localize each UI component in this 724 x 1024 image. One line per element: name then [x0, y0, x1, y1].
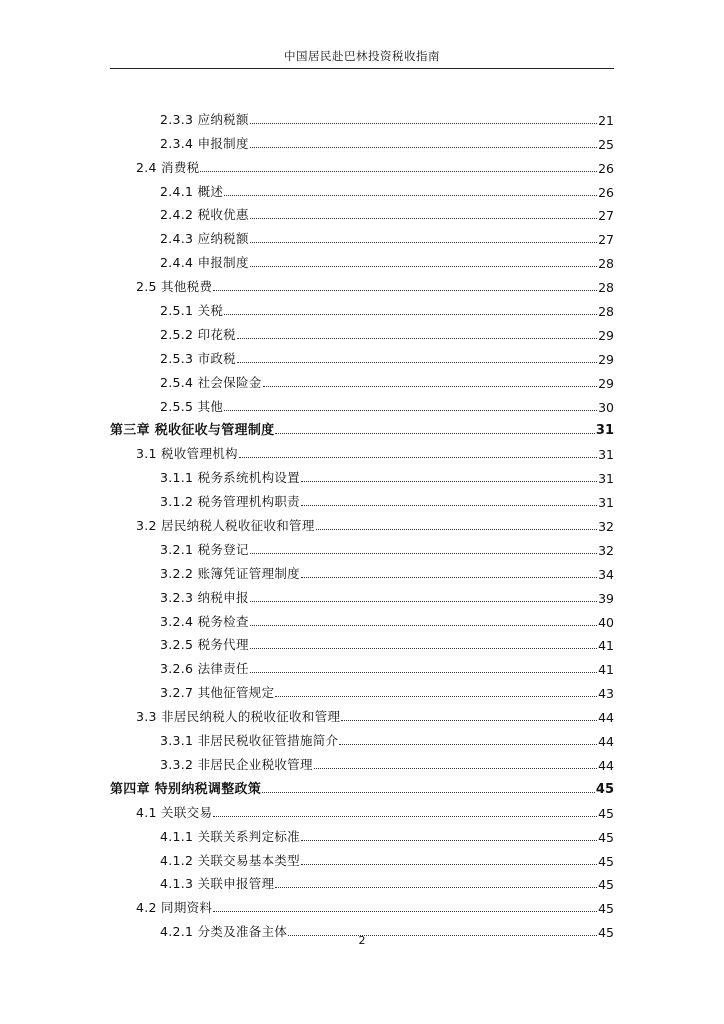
dot-leader: [250, 553, 597, 554]
toc-entry-page-number: 32: [598, 542, 614, 558]
dot-leader: [250, 266, 597, 267]
toc-entry[interactable]: [110, 749, 614, 773]
toc-entry-title: 4.2 同期资料: [136, 900, 213, 916]
toc-entry-title: 3.2 居民纳税人税收征收和管理: [136, 518, 315, 534]
toc-entry-title: 3.2.1 税务登记: [160, 541, 249, 557]
toc-entry[interactable]: [110, 510, 614, 534]
toc-entry[interactable]: [110, 773, 614, 797]
toc-entry[interactable]: [110, 343, 614, 367]
toc-entry-title: 2.5.1 关税: [160, 303, 224, 319]
dot-leader: [213, 816, 597, 817]
toc-entry-page-number: 45: [598, 901, 614, 917]
dot-leader: [339, 744, 597, 745]
toc-entry-title: 2.4 消费税: [136, 159, 200, 175]
toc-entry[interactable]: [110, 630, 614, 654]
dot-leader: [275, 887, 597, 888]
toc-entry[interactable]: [110, 104, 614, 128]
dot-leader: [301, 577, 597, 578]
toc-entry-title: 4.1.2 关联交易基本类型: [160, 852, 300, 868]
toc-entry-page-number: 31: [595, 423, 614, 439]
dot-leader: [213, 911, 597, 912]
toc-entry-page-number: 26: [598, 184, 614, 200]
dot-leader: [237, 338, 597, 339]
dot-leader: [250, 242, 597, 243]
toc-entry[interactable]: [110, 534, 614, 558]
toc-entry-page-number: 43: [598, 686, 614, 702]
toc-entry-title: 3.1 税收管理机构: [136, 446, 238, 462]
toc-entry-title: 3.2.3 纳税申报: [160, 589, 249, 605]
dot-leader: [250, 648, 597, 649]
toc-entry-title: 2.4.3 应纳税额: [160, 231, 249, 247]
toc-entry[interactable]: [110, 797, 614, 821]
toc-entry-title: 3.2.6 法律责任: [160, 661, 249, 677]
dot-leader: [250, 625, 597, 626]
toc-entry-title: 3.1.2 税务管理机构职责: [160, 494, 300, 510]
toc-entry-page-number: 29: [598, 375, 614, 391]
toc-entry-page-number: 44: [598, 757, 614, 773]
toc-entry[interactable]: [110, 319, 614, 343]
toc-entry-page-number: 34: [598, 566, 614, 582]
dot-leader: [316, 529, 597, 530]
toc-entry[interactable]: [110, 200, 614, 224]
toc-entry-title: 4.1.1 关联关系判定标准: [160, 828, 300, 844]
toc-entry-page-number: 31: [598, 495, 614, 511]
toc-entry[interactable]: [110, 582, 614, 606]
dot-leader: [301, 864, 597, 865]
toc-entry[interactable]: [110, 271, 614, 295]
dot-leader: [341, 720, 597, 721]
toc-entry-title: 2.3.3 应纳税额: [160, 111, 249, 127]
toc-entry[interactable]: [110, 558, 614, 582]
dot-leader: [250, 601, 597, 602]
toc-entry-title: 2.4.4 申报制度: [160, 255, 249, 271]
dot-leader: [301, 840, 597, 841]
toc-entry[interactable]: [110, 247, 614, 271]
toc-entry-page-number: 27: [598, 208, 614, 224]
toc-entry-title: 3.2.5 税务代理: [160, 637, 249, 653]
dot-leader: [239, 457, 597, 458]
toc-entry-title: 2.5 其他税费: [136, 279, 213, 295]
dot-leader: [224, 195, 597, 196]
toc-entry-page-number: 44: [598, 734, 614, 750]
toc-entry[interactable]: [110, 367, 614, 391]
toc-entry-title: 3.3.1 非居民税收征管措施简介: [160, 733, 339, 749]
toc-entry-title: 2.5.3 市政税: [160, 350, 236, 366]
toc-entry-page-number: 26: [598, 160, 614, 176]
toc-entry-title: 3.2.7 其他征管规定: [160, 685, 275, 701]
dot-leader: [213, 290, 597, 291]
toc-entry-page-number: 21: [598, 112, 614, 128]
toc-entry-title: 4.1 关联交易: [136, 804, 213, 820]
toc-entry-page-number: 30: [598, 399, 614, 415]
toc-entry[interactable]: [110, 152, 614, 176]
toc-entry[interactable]: [110, 438, 614, 462]
toc-entry[interactable]: [110, 415, 614, 439]
toc-entry[interactable]: [110, 869, 614, 893]
toc-entry-page-number: 25: [598, 136, 614, 152]
toc-entry[interactable]: [110, 677, 614, 701]
toc-entry-title: 3.2.2 账簿凭证管理制度: [160, 565, 300, 581]
toc-entry-title: 3.2.4 税务检查: [160, 613, 249, 629]
toc-entry-page-number: 45: [595, 781, 614, 797]
toc-entry-page-number: 45: [598, 829, 614, 845]
toc-entry[interactable]: [110, 606, 614, 630]
toc-entry-page-number: 28: [598, 256, 614, 272]
toc-entry[interactable]: [110, 701, 614, 725]
toc-entry[interactable]: [110, 462, 614, 486]
dot-leader: [275, 696, 597, 697]
toc-entry-page-number: 28: [598, 304, 614, 320]
dot-leader: [237, 362, 597, 363]
toc-entry[interactable]: [110, 821, 614, 845]
toc-entry-title: 第四章 特别纳税调整政策: [110, 781, 262, 797]
toc-entry-page-number: 44: [598, 710, 614, 726]
toc-entry-title: 2.3.4 申报制度: [160, 135, 249, 151]
dot-leader: [200, 171, 597, 172]
toc-entry[interactable]: [110, 295, 614, 319]
toc-entry[interactable]: [110, 892, 614, 916]
toc-entry-page-number: 29: [598, 327, 614, 343]
dot-leader: [250, 147, 597, 148]
dot-leader: [275, 433, 594, 434]
toc-entry-page-number: 45: [598, 877, 614, 893]
toc-entry[interactable]: [110, 725, 614, 749]
toc-entry-title: 2.4.1 概述: [160, 183, 224, 199]
toc-entry-page-number: 39: [598, 590, 614, 606]
dot-leader: [224, 314, 597, 315]
toc-entry[interactable]: [110, 176, 614, 200]
toc-entry[interactable]: [110, 223, 614, 247]
dot-leader: [224, 410, 597, 411]
dot-leader: [314, 768, 597, 769]
toc-entry-page-number: 45: [598, 805, 614, 821]
page-header: 中国居民赴巴林投资税收指南: [110, 44, 614, 69]
toc-entry[interactable]: [110, 845, 614, 869]
toc-entry[interactable]: [110, 128, 614, 152]
dot-leader: [263, 386, 598, 387]
toc-entry-title: 2.5.4 社会保险金: [160, 374, 262, 390]
toc-entry-title: 3.3.2 非居民企业税收管理: [160, 756, 313, 772]
toc-entry-title: 2.4.2 税收优惠: [160, 207, 249, 223]
toc-entry-page-number: 41: [598, 662, 614, 678]
toc-entry-page-number: 29: [598, 351, 614, 367]
toc-entry-page-number: 31: [598, 471, 614, 487]
toc-entry-page-number: 40: [598, 614, 614, 630]
toc-entry-page-number: 45: [598, 853, 614, 869]
toc-entry-title: 4.1.3 关联申报管理: [160, 876, 275, 892]
toc-entry[interactable]: [110, 653, 614, 677]
dot-leader: [250, 218, 597, 219]
toc-entry-page-number: 28: [598, 280, 614, 296]
toc-entry-page-number: 32: [598, 519, 614, 535]
toc-entry-title: 2.5.2 印花税: [160, 326, 236, 342]
dot-leader: [301, 481, 597, 482]
toc-entry-title: 2.5.5 其他: [160, 398, 224, 414]
toc-entry-page-number: 31: [598, 447, 614, 463]
toc-entry-title: 3.1.1 税务系统机构设置: [160, 470, 300, 486]
toc-entry-title: 4.2.1 分类及准备主体: [160, 924, 288, 940]
dot-leader: [250, 672, 597, 673]
toc-entry-page-number: 45: [598, 925, 614, 941]
dot-leader: [262, 792, 595, 793]
toc-entry-page-number: 41: [598, 638, 614, 654]
table-of-contents: [110, 104, 614, 940]
toc-entry-title: 第三章 税收征收与管理制度: [110, 423, 275, 439]
toc-entry-page-number: 27: [598, 232, 614, 248]
toc-entry[interactable]: [110, 391, 614, 415]
toc-entry-title: 3.3 非居民纳税人的税收征收和管理: [136, 709, 341, 725]
dot-leader: [250, 123, 597, 124]
toc-entry[interactable]: [110, 486, 614, 510]
dot-leader: [301, 505, 597, 506]
page-number: 2: [358, 934, 366, 947]
